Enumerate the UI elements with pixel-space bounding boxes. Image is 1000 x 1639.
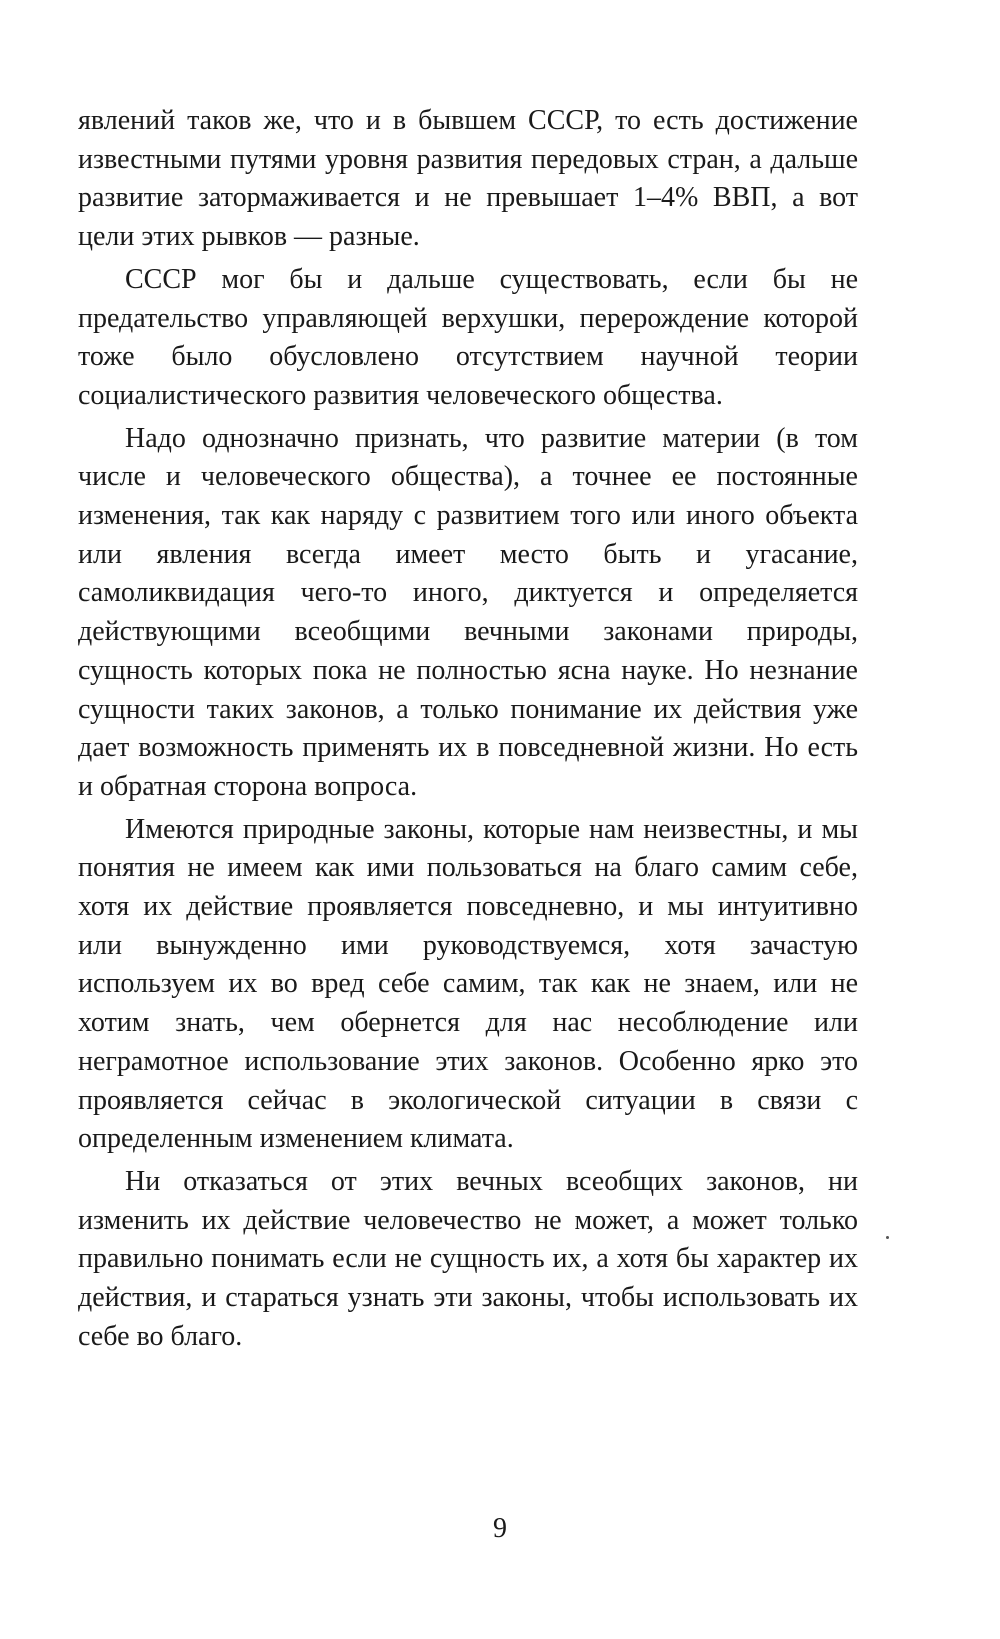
paragraph-unknown-laws: Имеются природные законы, которые нам неизвестны, и мы понятия не имеем как ими пользоваться на благо самим себе, хотя их действие проявляется повседневно, и мы интуитивно или вынужденно ими руководствуемся, хотя зачастую используем их во вред себе самим, так как не знаем, или не хотим знать, чем обернется для нас несоблюдение или неграмотное использование этих законов. Особенно ярко это проявляется сейчас в экологической ситуации в связи с определенным изменением климата. (78, 813, 858, 1155)
paragraph-laws-of-nature: Надо однозначно признать, что развитие материи (в том числе и человеческого общества), а точнее ее постоянные изменения, так как наряду с развитием того или иного объекта или явления всегда имеет место быть и угасание, самоликвидация чего-то иного, диктуется и определяется действующими всеобщими вечными законами природы, сущность которых пока не полностью ясна науке. Но незнание сущности таких законов, а только понимание их действия уже дает возможность применять их в повседневной жизни. Но есть и обратная сторона вопроса. (78, 422, 858, 802)
page-number: 9 (493, 1513, 507, 1544)
paragraph-ussr: СССР мог бы и дальше существовать, если бы не предательство управляющей верхушки, перерождение которой тоже было обусловлено отсутствием научной теории социалистического развития человеческого общества. (78, 263, 858, 411)
paragraph-conclusion: Ни отказаться от этих вечных всеобщих законов, ни изменить их действие человечество не может, а может только правильно понимать если не сущность их, а хотя бы характер их действия, и стараться узнать эти законы, чтобы использовать их себе во благо. (78, 1165, 858, 1352)
paragraph-continuation: явлений таков же, что и в бывшем СССР, то есть достижение известными путями уровня развития передовых стран, а дальше развитие затормаживается и не превышает 1–4% ВВП, а вот цели этих рывков — разные. (78, 105, 858, 253)
scan-speck (886, 1236, 889, 1239)
page-body (78, 102, 858, 1357)
